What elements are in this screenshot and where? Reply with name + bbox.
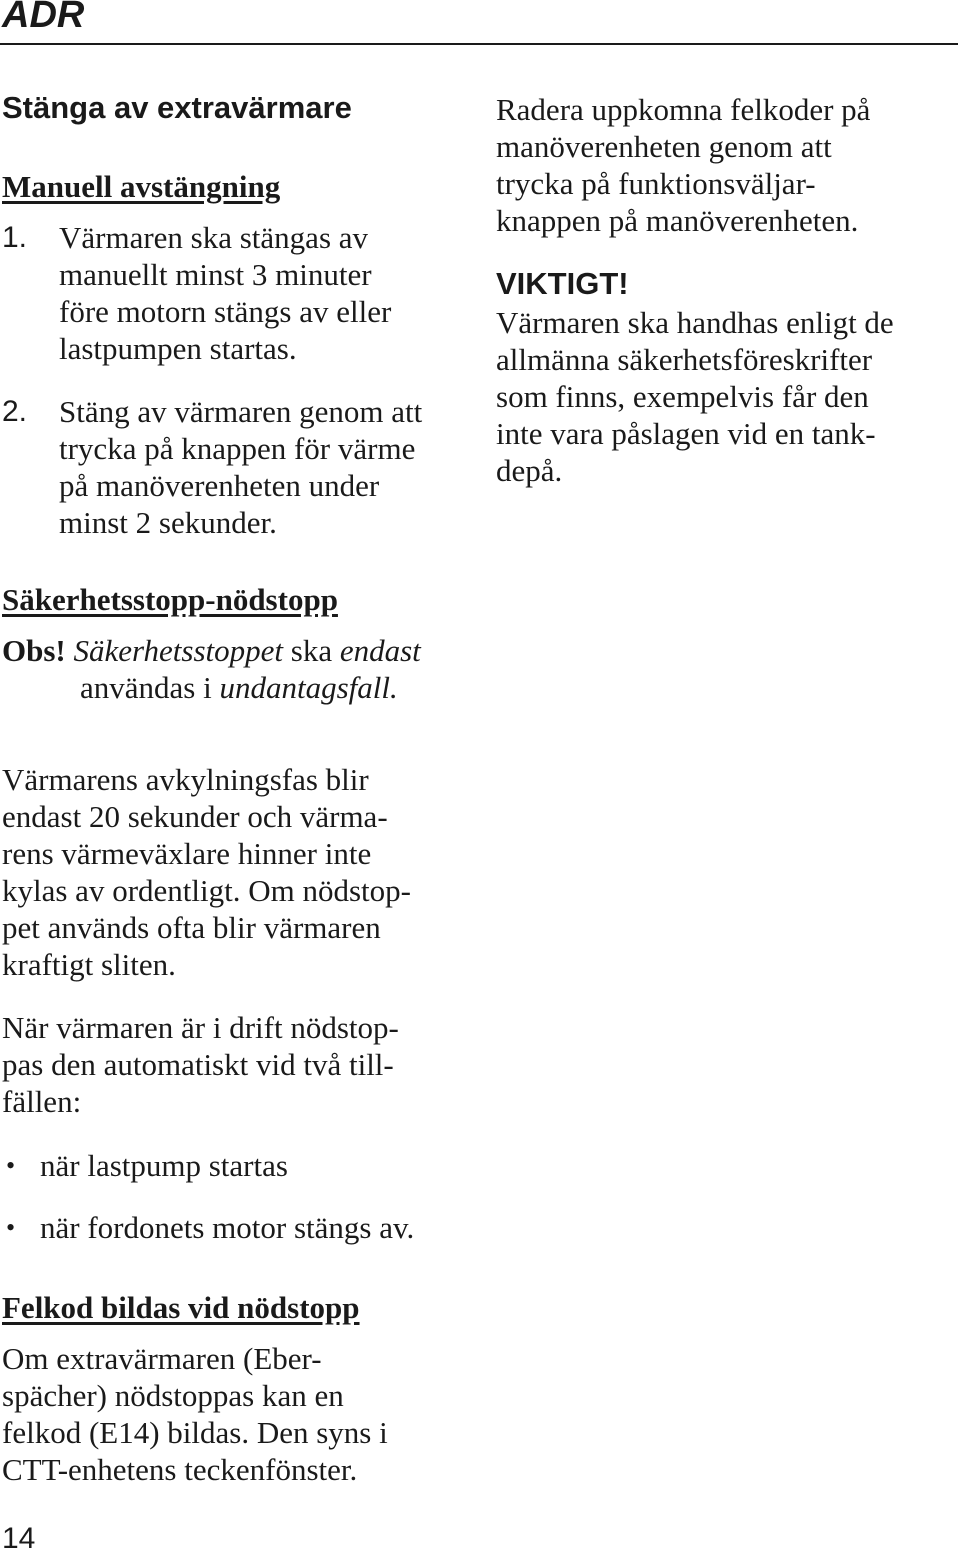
- step-2-number: 2.: [2, 395, 28, 428]
- paragraph-line: inte vara påslagen vid en tank-: [496, 416, 876, 451]
- paragraph-viktigt: [496, 304, 956, 489]
- subheading-sakerhetsstopp: Säkerhetsstopp-nödstopp: [2, 582, 338, 617]
- paragraph-line: som finns, exempelvis får den: [496, 379, 869, 414]
- step-1-number: 1.: [2, 221, 28, 254]
- step-2-line: på manöverenheten under: [59, 468, 380, 503]
- step-1: [2, 219, 462, 369]
- list-item-text: när fordonets motor stängs av.: [40, 1210, 415, 1245]
- paragraph-line: Om extravärmaren (Eber-: [2, 1341, 322, 1376]
- paragraph-line: fällen:: [2, 1084, 82, 1119]
- paragraph-line: spächer) nödstoppas kan en: [2, 1378, 344, 1413]
- list-item: [2, 1209, 472, 1246]
- paragraph-line: pas den automatiskt vid två till-: [2, 1047, 394, 1082]
- obs-note: [2, 632, 482, 706]
- section-heading-stanga-av: Stänga av extravärmare: [2, 90, 352, 125]
- page-number: 14: [2, 1522, 36, 1555]
- paragraph-line: endast 20 sekunder och värma-: [2, 799, 388, 834]
- paragraph-line: Värmarens avkylningsfas blir: [2, 762, 369, 797]
- paragraph-radera-felkoder: [496, 91, 956, 239]
- obs-text: Säkerhetsstoppet: [73, 633, 284, 668]
- paragraph-line: Värmaren ska handhas enligt de: [496, 305, 894, 340]
- step-2-line: minst 2 sekunder.: [59, 505, 277, 540]
- step-2: [2, 393, 462, 543]
- header-title: ADR: [2, 0, 85, 36]
- paragraph-line: knappen på manöverenheten.: [496, 203, 859, 238]
- obs-text: ska: [290, 633, 333, 668]
- paragraph-line: depå.: [496, 453, 563, 488]
- obs-text: användas i: [80, 670, 212, 705]
- header-rule: [0, 43, 958, 45]
- paragraph-line: kraftigt sliten.: [2, 947, 176, 982]
- step-1-line: före motorn stängs av eller: [59, 294, 392, 329]
- paragraph-line: pet används ofta blir värmaren: [2, 910, 381, 945]
- paragraph-line: trycka på funktionsväljar-: [496, 166, 816, 201]
- step-2-line: Stäng av värmaren genom att: [59, 394, 423, 429]
- step-2-line: trycka på knappen för värme: [59, 431, 416, 466]
- list-item-text: när lastpump startas: [40, 1148, 288, 1183]
- obs-text: undantagsfall.: [219, 670, 398, 705]
- paragraph-avkylningsfas: [2, 761, 472, 983]
- paragraph-felkod: [2, 1340, 472, 1488]
- paragraph-line: rens värmeväxlare hinner inte: [2, 836, 372, 871]
- subheading-manuell-avstangning: Manuell avstängning: [2, 169, 281, 204]
- obs-text: endast: [339, 633, 421, 668]
- paragraph-line: När värmaren är i drift nödstop-: [2, 1010, 399, 1045]
- paragraph-line: allmänna säkerhetsföreskrifter: [496, 342, 873, 377]
- paragraph-line: manöverenheten genom att: [496, 129, 832, 164]
- step-1-line: Värmaren ska stängas av: [59, 220, 369, 255]
- paragraph-line: CTT-enhetens teckenfönster.: [2, 1452, 358, 1487]
- step-1-line: manuellt minst 3 minuter: [59, 257, 372, 292]
- bullet-icon: •: [6, 1151, 16, 1180]
- paragraph-line: Radera uppkomna felkoder på: [496, 92, 871, 127]
- step-1-line: lastpumpen startas.: [59, 331, 297, 366]
- subheading-felkod: Felkod bildas vid nödstopp: [2, 1290, 360, 1325]
- paragraph-line: felkod (E14) bildas. Den syns i: [2, 1415, 388, 1450]
- list-item: [2, 1147, 472, 1184]
- bullet-icon: •: [6, 1213, 16, 1242]
- paragraph-nar-varmaren: [2, 1009, 472, 1120]
- important-label: VIKTIGT!: [496, 266, 629, 301]
- paragraph-line: kylas av ordentligt. Om nödstop-: [2, 873, 411, 908]
- obs-label: Obs!: [2, 633, 66, 668]
